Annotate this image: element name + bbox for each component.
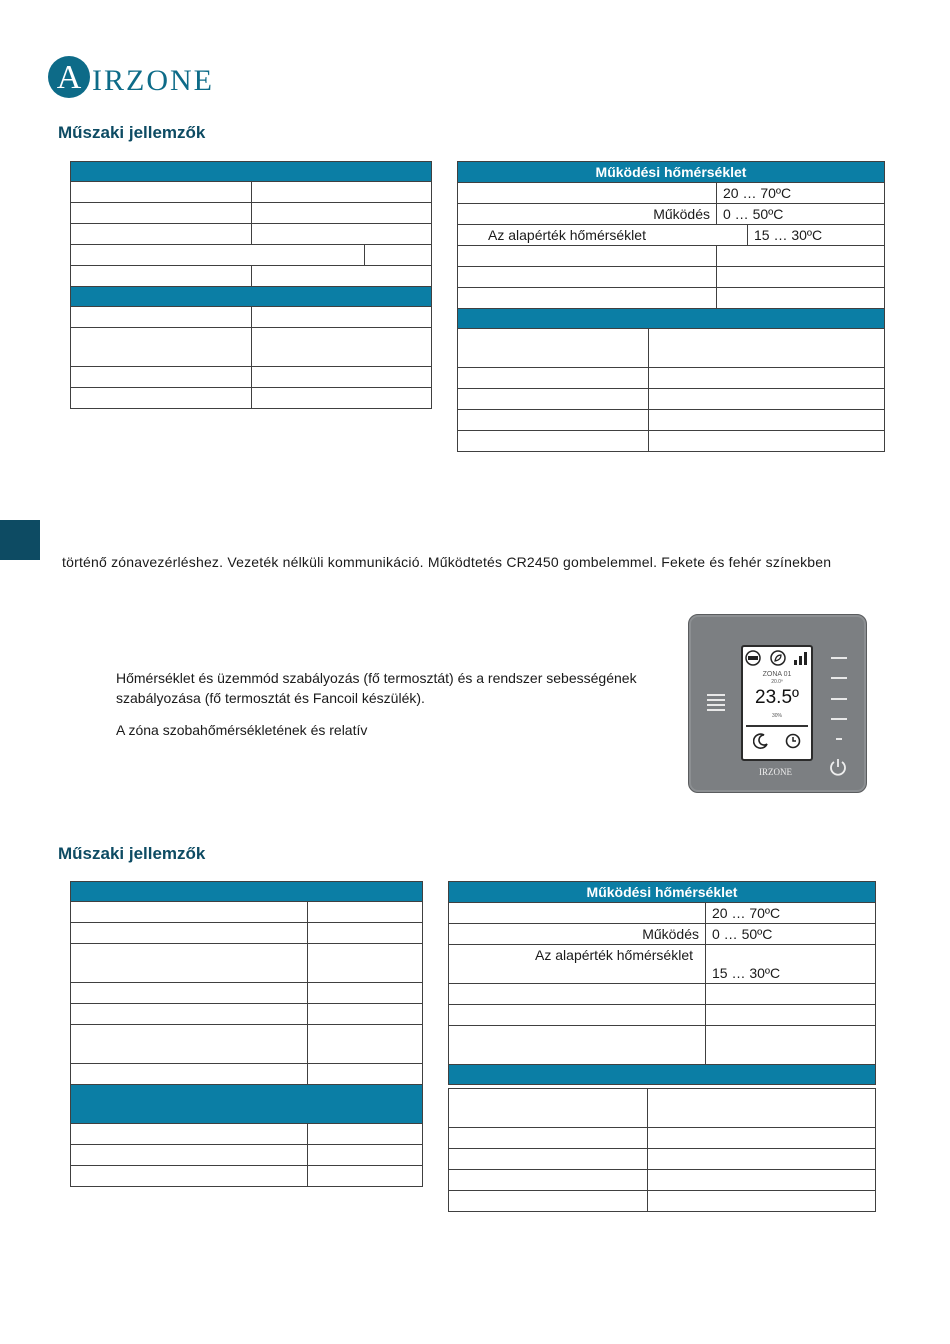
table-cell [649, 389, 885, 410]
table-cell [71, 367, 252, 388]
table-cell [449, 1149, 648, 1170]
menu-lines-icon [707, 693, 727, 711]
table-cell [458, 288, 717, 309]
table-cell [449, 1128, 648, 1149]
moon-icon [753, 733, 769, 749]
table-cell [308, 923, 423, 944]
power-icon [828, 757, 848, 777]
table-cell [252, 203, 432, 224]
table-cell [449, 1026, 706, 1065]
humidity-value: 30% [771, 713, 782, 719]
table-cell [252, 266, 432, 287]
table-cell [649, 410, 885, 431]
button-dash [831, 718, 847, 720]
table-header: Működési hőmérséklet [458, 162, 885, 183]
table-cell [458, 368, 649, 389]
table-cell [649, 329, 885, 368]
airzone-logo [48, 56, 218, 102]
table-cell [71, 203, 252, 224]
table-cell [449, 1005, 706, 1026]
table-cell [71, 923, 308, 944]
table-cell: Az alapérték hőmérséklet [458, 225, 748, 246]
table-cell [71, 1145, 308, 1166]
clock-icon [785, 733, 801, 749]
table-header [449, 1065, 876, 1085]
table-cell [71, 1124, 308, 1145]
section2-left-table [70, 881, 423, 1187]
table-header: Működési hőmérséklet [449, 882, 876, 903]
table-cell: 15 … 30ºC [706, 945, 876, 984]
table-cell [308, 902, 423, 923]
table-cell [648, 1191, 876, 1212]
table-cell [308, 1004, 423, 1025]
table-cell [71, 388, 252, 409]
table-cell [449, 1170, 648, 1191]
table-cell [706, 1026, 876, 1065]
table-cell [449, 1089, 648, 1128]
table-cell [458, 246, 717, 267]
table-cell [308, 983, 423, 1004]
button-dash [831, 698, 847, 700]
table-cell [449, 1191, 648, 1212]
table-header [71, 162, 432, 182]
section1-right-table [457, 161, 885, 329]
table-cell [308, 1025, 423, 1064]
table-header [71, 882, 423, 902]
table-cell [449, 903, 706, 924]
table-cell [649, 368, 885, 389]
table-cell [717, 246, 885, 267]
table-cell [308, 1064, 423, 1085]
zone-label: ZONA 01 [762, 671, 792, 678]
table-cell [648, 1089, 876, 1128]
section2-heading: Műszaki jellemzők [58, 844, 206, 863]
table-cell [252, 307, 432, 328]
leaf-icon [770, 650, 786, 666]
table-cell [458, 183, 717, 204]
table-cell: Működés [458, 204, 717, 225]
table-header [71, 1085, 423, 1124]
description-text: történő zónavezérléshez. Vezeték nélküli kommunikáció. Működtetés CR2450 gombelemmel. Fekete és fehér színekben [62, 554, 832, 570]
table-cell [648, 1128, 876, 1149]
table-cell [458, 389, 649, 410]
table-cell [308, 944, 423, 983]
table-header [71, 287, 432, 307]
logo-letter: A [48, 56, 90, 98]
section1-right-table-lower [457, 328, 885, 452]
table-cell [71, 1064, 308, 1085]
table-cell [449, 984, 706, 1005]
section1-left-table [70, 161, 432, 409]
table-cell [458, 431, 649, 452]
feature-item: Hőmérséklet és üzemmód szabályozás (fő termosztát) és a rendszer sebességének szabályozása (fő termosztát és Fancoil készülék). [116, 670, 637, 706]
table-cell [71, 307, 252, 328]
table-cell [308, 1166, 423, 1187]
table-cell [649, 431, 885, 452]
table-cell [252, 328, 432, 367]
table-cell [717, 267, 885, 288]
section2-right-table-lower [448, 1088, 876, 1212]
table-cell [71, 266, 252, 287]
section2-right-table [448, 881, 876, 1085]
table-cell [71, 1025, 308, 1064]
table-cell [71, 328, 252, 367]
table-header [458, 309, 885, 329]
table-cell [71, 224, 252, 245]
table-cell: Az alapérték hőmérséklet [449, 945, 706, 984]
feature-item: A zóna szobahőmérsékletének és relatív [116, 722, 368, 738]
button-dash [831, 657, 847, 659]
screen-divider [746, 725, 808, 727]
table-cell [71, 245, 365, 266]
side-tab-marker [0, 520, 40, 560]
section1-heading: Műszaki jellemzők [58, 123, 206, 142]
button-dash [831, 677, 847, 679]
thermostat-screen [741, 645, 813, 761]
logo-text: IRZONE [92, 64, 214, 97]
table-cell [308, 1145, 423, 1166]
table-cell: 15 … 30ºC [748, 225, 885, 246]
table-cell [71, 944, 308, 983]
table-cell [308, 1124, 423, 1145]
table-cell [458, 410, 649, 431]
table-cell [252, 388, 432, 409]
table-cell [71, 1166, 308, 1187]
table-cell: 20 … 70ºC [717, 183, 885, 204]
table-cell: 0 … 50ºC [717, 204, 885, 225]
table-cell [458, 329, 649, 368]
table-cell [365, 245, 432, 266]
table-cell [717, 288, 885, 309]
table-cell: Működés [449, 924, 706, 945]
table-cell [71, 182, 252, 203]
temperature-display: 23.5º [755, 687, 799, 708]
table-cell: 20 … 70ºC [706, 903, 876, 924]
stop-icon [745, 650, 761, 666]
table-cell [252, 182, 432, 203]
table-cell [458, 267, 717, 288]
table-cell [648, 1149, 876, 1170]
table-cell [252, 224, 432, 245]
device-brand: IRZONE [759, 767, 792, 777]
thermostat-device [688, 614, 867, 793]
table-cell [252, 367, 432, 388]
table-cell [706, 984, 876, 1005]
table-cell [71, 983, 308, 1004]
table-cell [71, 1004, 308, 1025]
signal-bars-icon [793, 650, 809, 666]
setpoint-value: 20.0º [771, 679, 783, 685]
button-dash [836, 738, 842, 740]
table-cell: 0 … 50ºC [706, 924, 876, 945]
table-cell [71, 902, 308, 923]
table-cell [648, 1170, 876, 1191]
table-cell [706, 1005, 876, 1026]
